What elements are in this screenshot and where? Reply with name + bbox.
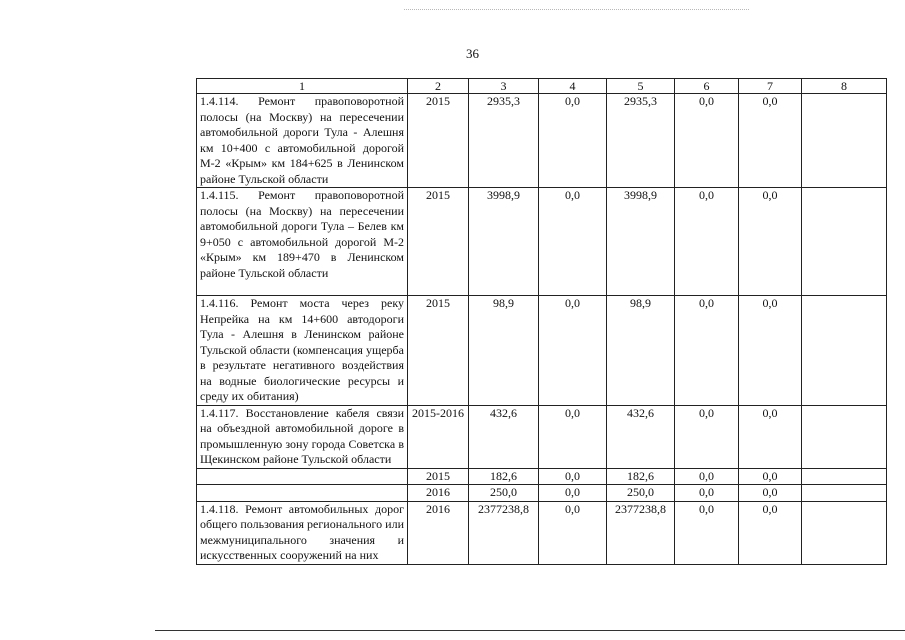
table-row [197,188,887,296]
data-table [196,78,887,565]
table-cell [802,501,887,564]
table-cell: 182,6 [607,468,675,485]
table-cell: 2015 [408,296,469,406]
table-cell: 0,0 [739,468,802,485]
table-row [197,405,887,468]
row-description: 1.4.114. Ремонт правоповоротной полосы (на Москву) на пересечении автомобильной дороги Тула - Алешня км 10+400 с автомобильной дорогой М-2 «Крым» км 184+625 в Ленинском районе Тульской области [197,94,408,188]
table-cell: 2935,3 [469,94,539,188]
page-number: 36 [466,46,479,61]
page-bottom-rule [155,630,905,631]
table-cell: 2016 [408,501,469,564]
table-cell: 432,6 [469,405,539,468]
scan-top-line [404,9,749,10]
table-cell: 250,0 [607,485,675,502]
table-cell: 0,0 [675,501,739,564]
table-cell: 0,0 [739,485,802,502]
header-cell: 6 [675,79,739,94]
table-cell: 182,6 [469,468,539,485]
table-cell: 0,0 [739,94,802,188]
table-row [197,485,887,502]
table-cell: 0,0 [675,485,739,502]
table-cell: 2015-2016 [408,405,469,468]
table-cell: 0,0 [675,296,739,406]
table-row [197,94,887,188]
table-row [197,501,887,564]
row-description: 1.4.117. Восстановление кабеля связи на объездной автомобильной дороге в промышленную зону города Советска в Щекинском районе Тульской области [197,405,408,468]
table-cell: 2015 [408,468,469,485]
header-cell: 2 [408,79,469,94]
table-cell: 432,6 [607,405,675,468]
table-cell: 0,0 [539,188,607,296]
table-cell: 0,0 [739,188,802,296]
table-cell: 98,9 [607,296,675,406]
table-cell: 0,0 [539,468,607,485]
table-cell: 0,0 [675,468,739,485]
header-cell: 8 [802,79,887,94]
row-description: 1.4.115. Ремонт правоповоротной полосы (на Москву) на пересечении автомобильной дороги Тула – Белев км 9+050 с автомобильной дорогой М-2 «Крым» км 189+470 в Ленинском районе Тульской области [197,188,408,296]
table-row [197,296,887,406]
table-cell: 98,9 [469,296,539,406]
table-cell [802,485,887,502]
table-cell: 2015 [408,188,469,296]
table-cell: 2016 [408,485,469,502]
table-cell [802,468,887,485]
table-row [197,468,887,485]
table-cell: 250,0 [469,485,539,502]
table-cell: 0,0 [539,501,607,564]
table-cell: 2935,3 [607,94,675,188]
table-cell: 0,0 [675,94,739,188]
table-cell [802,296,887,406]
header-cell: 1 [197,79,408,94]
table-cell: 0,0 [539,296,607,406]
table-cell: 2377238,8 [469,501,539,564]
data-table-wrapper [196,78,887,565]
table-cell: 0,0 [739,296,802,406]
header-cell: 4 [539,79,607,94]
table-cell: 0,0 [675,188,739,296]
header-cell: 5 [607,79,675,94]
table-cell: 0,0 [739,405,802,468]
table-cell: 3998,9 [607,188,675,296]
table-cell [802,188,887,296]
row-description: 1.4.116. Ремонт моста через реку Непрейка на км 14+600 автодороги Тула - Алешня в Ленинском районе Тульской области (компенсация ущерба в результате негативного воздействия на водные биологические ресурсы и среду их обитания) [197,296,408,406]
table-cell: 0,0 [539,405,607,468]
header-cell: 3 [469,79,539,94]
table-header-row [197,79,887,94]
table-cell: 3998,9 [469,188,539,296]
table-cell: 0,0 [675,405,739,468]
table-cell: 0,0 [539,485,607,502]
row-description [197,468,408,485]
table-cell: 0,0 [739,501,802,564]
table-cell [802,405,887,468]
table-cell [802,94,887,188]
row-description [197,485,408,502]
table-cell: 0,0 [539,94,607,188]
header-cell: 7 [739,79,802,94]
table-cell: 2377238,8 [607,501,675,564]
table-cell: 2015 [408,94,469,188]
row-description: 1.4.118. Ремонт автомобильных дорог общего пользования регионального или межмуниципального значения и искусственных сооружений на них [197,501,408,564]
